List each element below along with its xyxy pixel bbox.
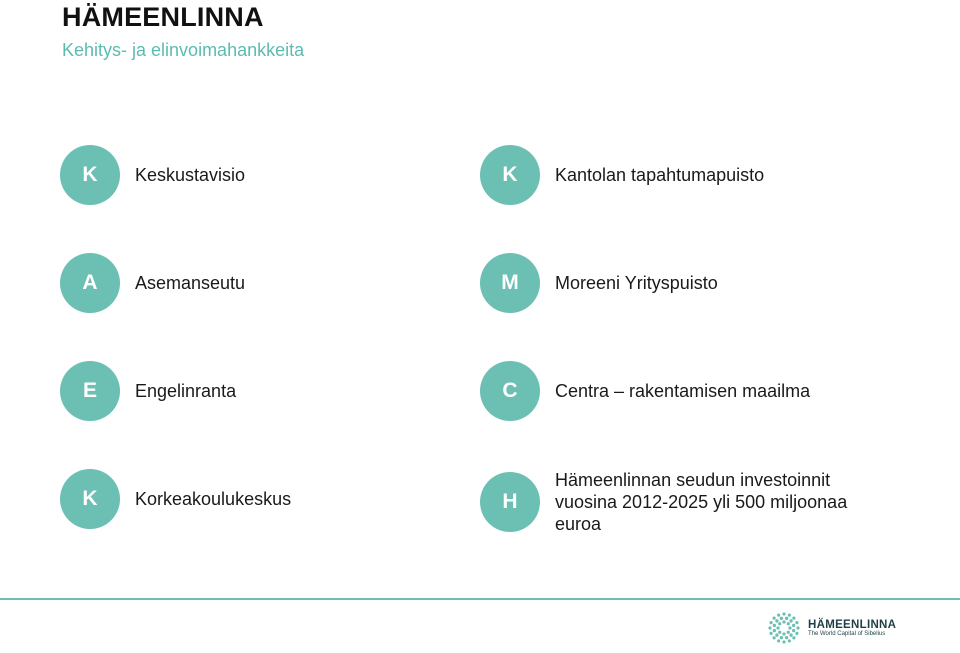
emblem-dot [773, 617, 776, 620]
emblem-dot [787, 631, 790, 634]
item-label: Asemanseutu [135, 273, 246, 293]
emblem-dot [782, 612, 785, 615]
letter-badge: K [60, 145, 120, 205]
emblem-dot [773, 636, 776, 639]
emblem-dot [789, 633, 792, 636]
list-item-centra [480, 361, 810, 421]
letter-badge: K [60, 469, 120, 529]
letter-badge: E [60, 361, 120, 421]
item-label: Keskustavisio [135, 165, 246, 185]
list-item-keskustavisio [60, 145, 245, 205]
emblem-dot [789, 619, 792, 622]
emblem-dot [780, 617, 783, 620]
list-item-seudun-investoinnit [480, 469, 875, 535]
emblem-dot [795, 632, 798, 635]
letter-badge: K [480, 145, 540, 205]
emblem-dot [778, 622, 781, 625]
list-item-kantolan-tapahtumapuisto [480, 145, 764, 205]
item-label: Moreeni Yrityspuisto [555, 273, 718, 293]
emblem-dot [782, 632, 785, 635]
emblem-dot [792, 617, 795, 620]
emblem-dot [792, 629, 795, 632]
emblem-dot [796, 626, 799, 629]
emblem-dot [795, 621, 798, 624]
list-item-asemanseutu [60, 253, 245, 313]
item-label: Kantolan tapahtumapuisto [555, 165, 765, 185]
hameenlinna-logo [766, 610, 896, 646]
page-title: HÄMEENLINNA [62, 2, 264, 32]
emblem-dot [769, 632, 772, 635]
item-label: Korkeakoulukeskus [135, 489, 292, 509]
emblem-dot [777, 613, 780, 616]
list-item-engelinranta [60, 361, 236, 421]
emblem-dot [780, 636, 783, 639]
item-label: Hämeenlinnan seudun investoinnit vuosina 2012-2025 yli 500 miljoonaa euroa [555, 470, 848, 534]
emblem-dot [788, 626, 791, 629]
flower-emblem-icon [766, 610, 802, 646]
emblem-dot [792, 624, 795, 627]
emblem-dot [785, 617, 788, 620]
emblem-dot [776, 626, 779, 629]
emblem-dot [769, 621, 772, 624]
emblem-dot [782, 620, 785, 623]
letter-badge: H [480, 472, 540, 532]
item-label: Centra – rakentamisen maailma [555, 381, 811, 401]
emblem-dot [778, 631, 781, 634]
emblem-dot [773, 624, 776, 627]
emblem-dot [787, 622, 790, 625]
emblem-dot [782, 640, 785, 643]
emblem-dot [773, 629, 776, 632]
logo-name: HÄMEENLINNA [808, 619, 897, 631]
emblem-dot [792, 636, 795, 639]
footer-divider [0, 598, 960, 600]
emblem-dot [777, 639, 780, 642]
letter-badge: C [480, 361, 540, 421]
emblem-dot [788, 613, 791, 616]
emblem-dot [785, 636, 788, 639]
item-label: Engelinranta [135, 381, 237, 401]
logo-tagline: The World Capital of Sibelius [808, 631, 886, 637]
emblem-dot [775, 633, 778, 636]
letter-badge: A [60, 253, 120, 313]
list-item-korkeakoulukeskus [60, 469, 291, 529]
page-subtitle: Kehitys- ja elinvoimahankkeita [62, 40, 305, 60]
letter-badge: M [480, 253, 540, 313]
list-item-moreeni-yrityspuisto [480, 253, 718, 313]
emblem-dot [788, 639, 791, 642]
emblem-dot [768, 626, 771, 629]
emblem-dot [775, 619, 778, 622]
